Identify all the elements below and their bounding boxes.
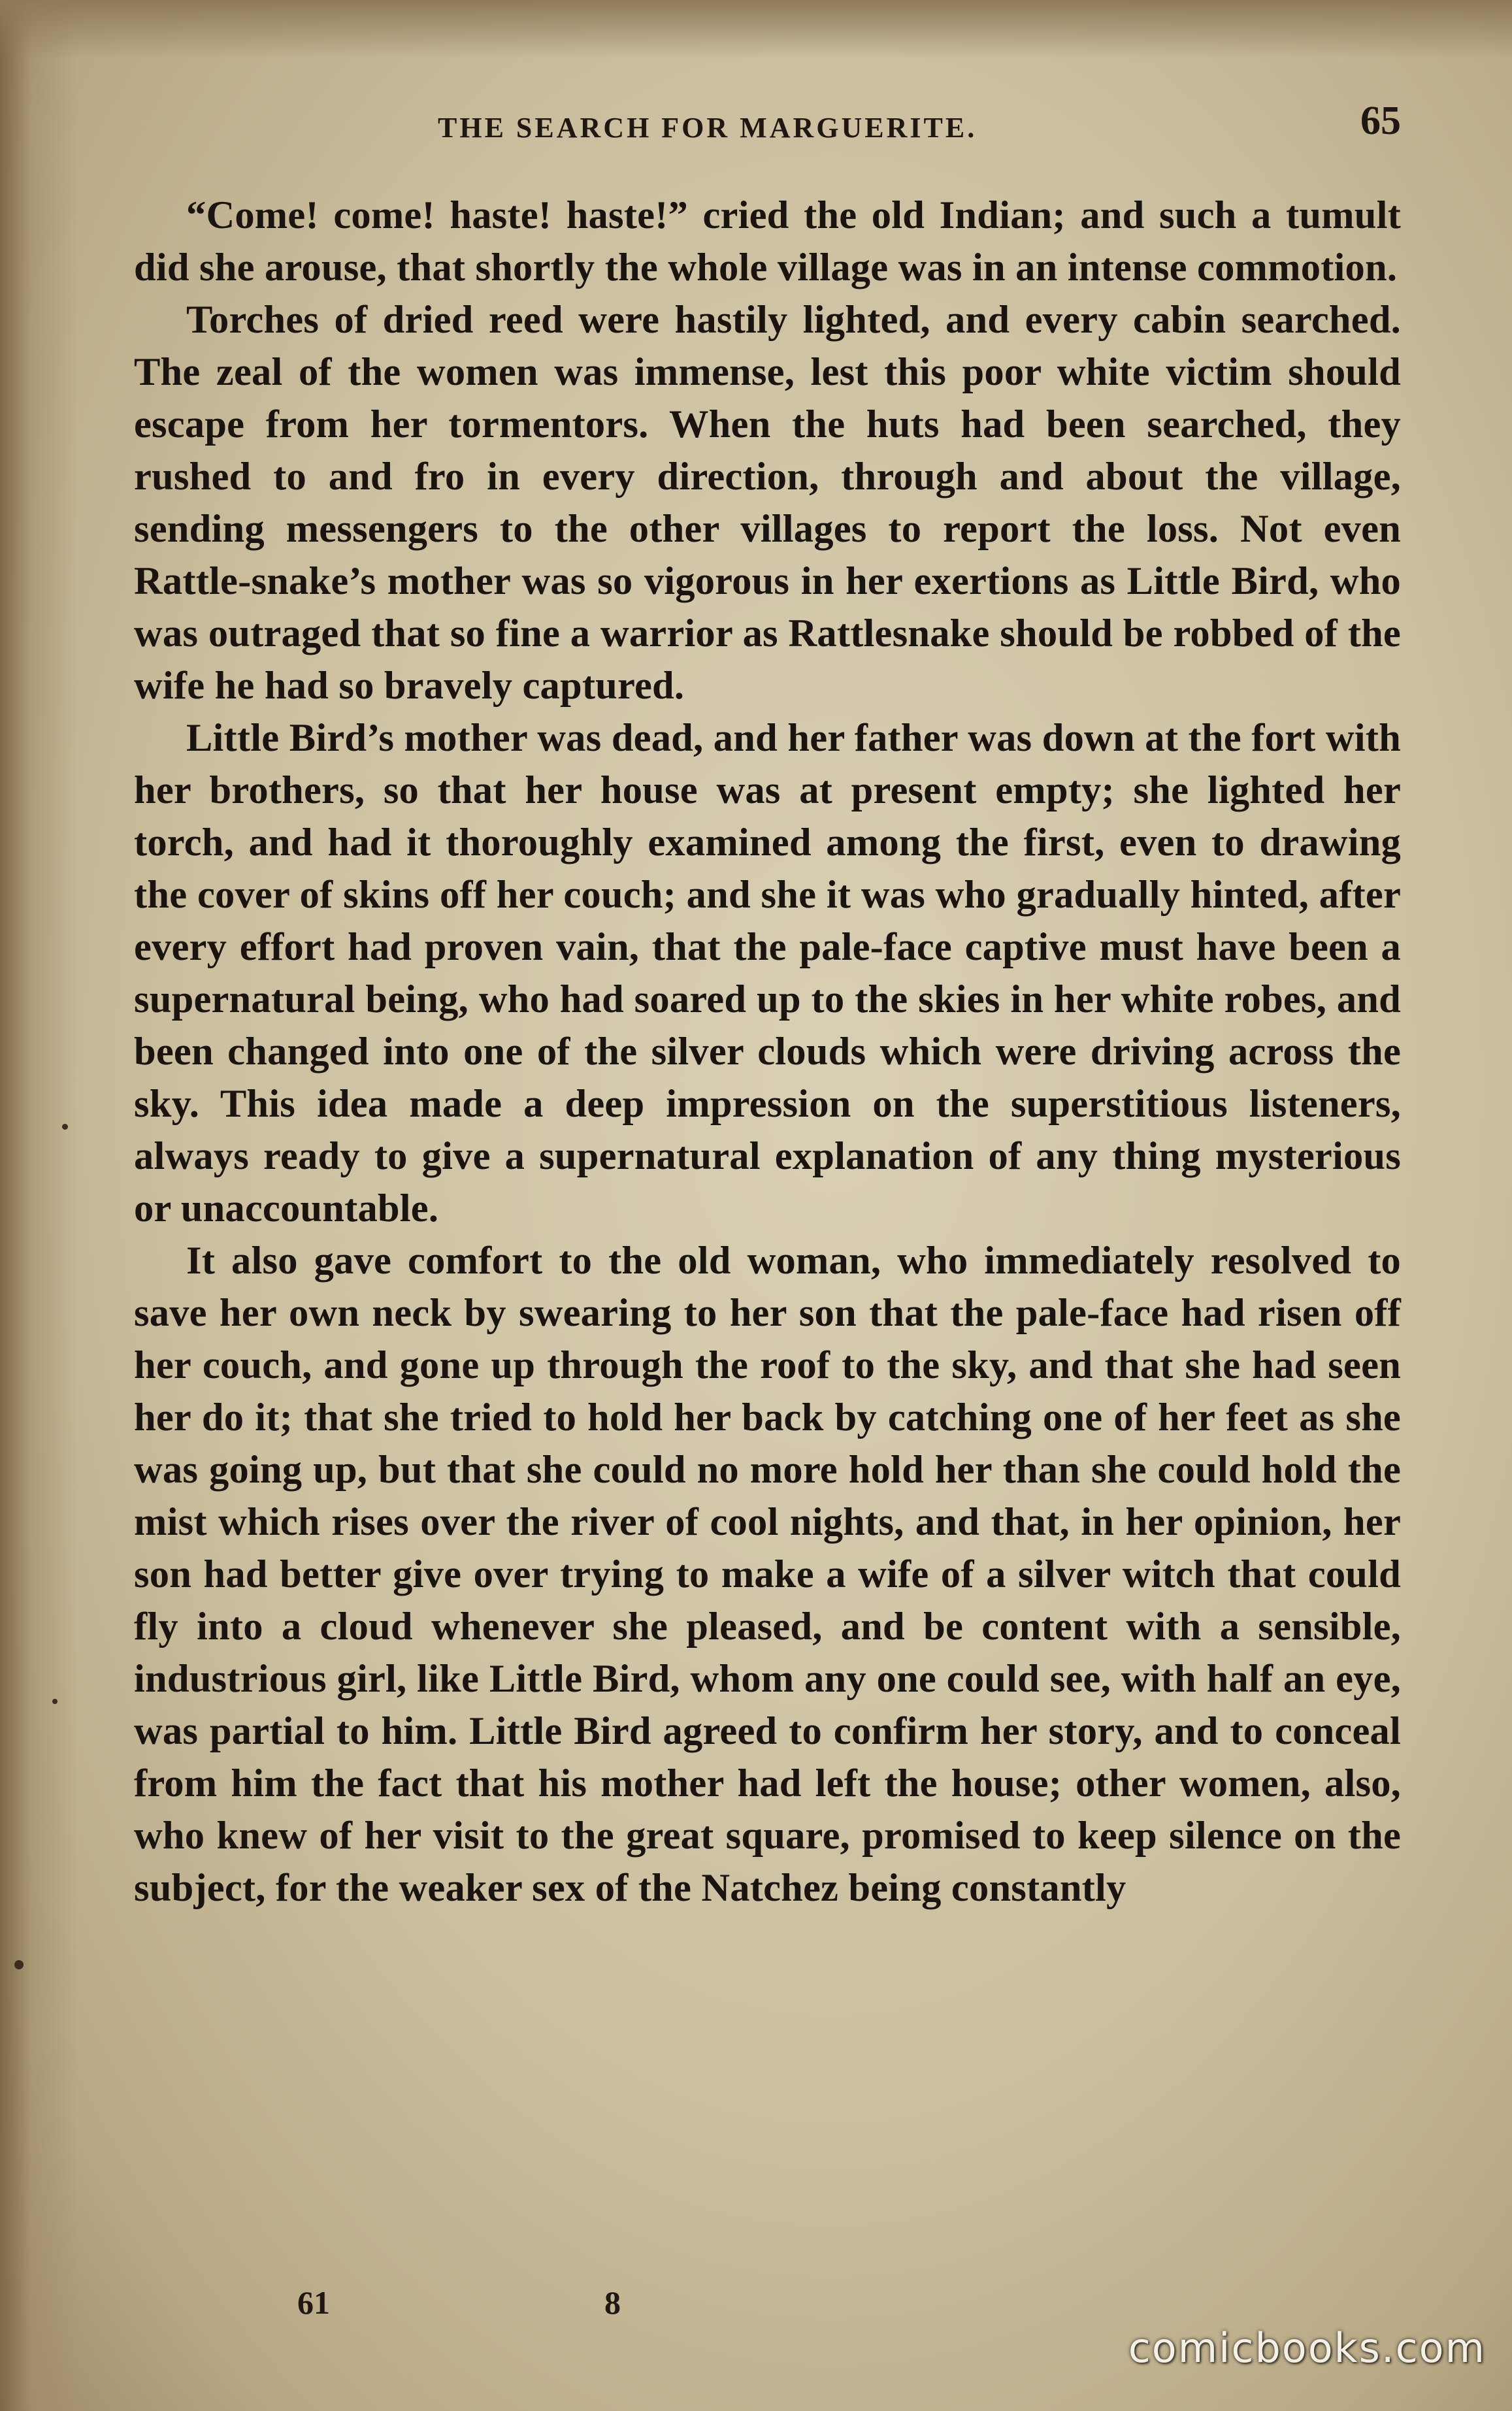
watermark: comicbooks.com (1128, 2324, 1486, 2372)
signature-mark: 8 (604, 2284, 621, 2321)
paper-speck (14, 1960, 24, 1969)
paragraph: Little Bird’s mother was dead, and her father was down at the fort with her brothers, so that her house was at present empty; she lighted her torch, and had it thoroughly examined among the first, even to drawing the cover of skins off her couch; and she it was who gradually hinted, after every effort had proven vain, that the pale-face captive must have been a supernatural being, who had soared up to the skies in her white robes, and been changed into one of the silver clouds which were driving across the sky. This idea made a deep impression on the superstitious listeners, always ready to give a supernatural explanation of any thing mysterious or unaccountable. (134, 716, 1401, 1230)
paragraph: Torches of dried reed were hastily lighted, and every cabin searched. The zeal of the women was immense, lest this poor white victim should escape from her tormentors. When the huts had been searched, they rushed to and fro in every direction, through and about the village, sending messengers to the other villages to report the loss. Not even Rattle-snake’s mother was so vigorous in her exertions as Little Bird, who was outraged that so fine a warrior as Rattlesnake should be robbed of the wife he had so bravely captured. (134, 298, 1401, 708)
paragraph: It also gave comfort to the old woman, who immediately resolved to save her own neck by swearing to her son that the pale-face had risen off her couch, and gone up through the roof to the sky, and that she had seen her do it; that she tried to hold her back by catching one of her feet as she was going up, but that she could no more hold her than she could hold the mist which rises over the river of cool nights, and that, in her opinion, her son had better give over trying to make a wife of a silver witch that could fly into a cloud whenever she pleased, and be content with a sensible, industrious girl, like Little Bird, whom any one could see, with half an eye, was partial to him. Little Bird agreed to confirm her story, and to conceal from him the fact that his mother had left the house; other women, also, who knew of her visit to the great square, promised to keep silence on the subject, for the weaker sex of the Natchez being constantly (134, 1239, 1401, 1910)
paper-speck (52, 1699, 58, 1704)
page-header (137, 98, 1401, 157)
page-number: 65 (1360, 99, 1401, 143)
body-text (134, 189, 1401, 1914)
paragraph: “Come! come! haste! haste!” cried the old Indian; and such a tumult did she arouse, that shortly the whole village was in an intense commotion. (134, 193, 1401, 289)
running-title: THE SEARCH FOR MARGUERITE. (438, 112, 978, 144)
paper-speck (62, 1124, 68, 1130)
signature-number: 61 (297, 2284, 330, 2321)
